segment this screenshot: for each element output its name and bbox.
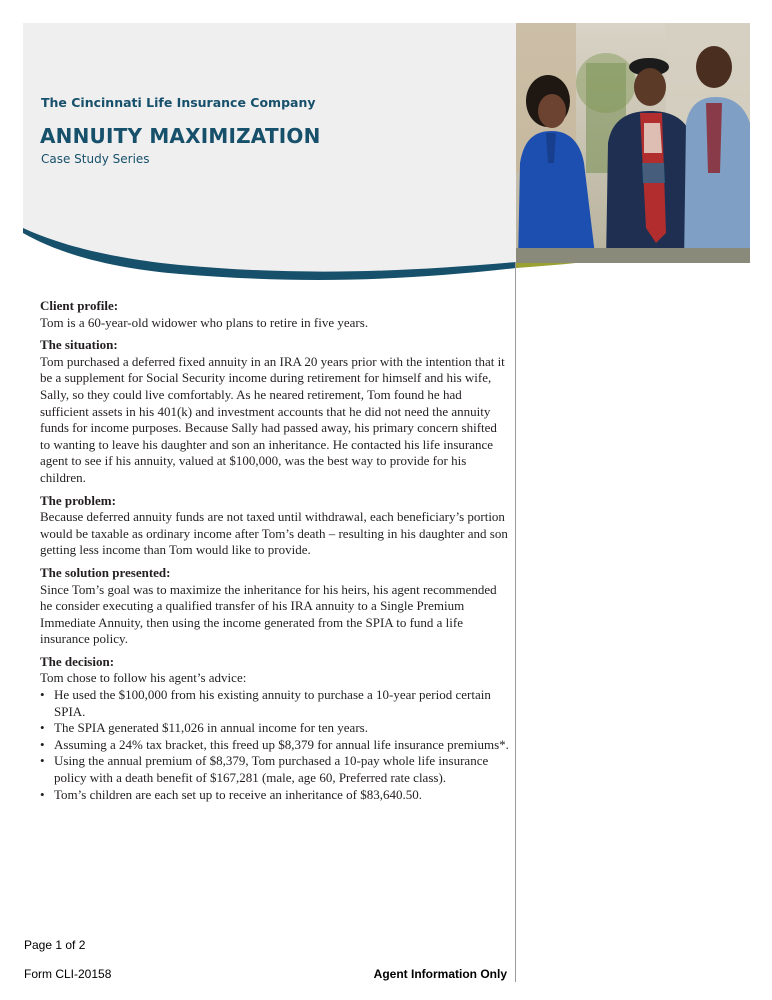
form-number: Form CLI-20158 <box>24 967 112 981</box>
bullet-text: Tom’s children are each set up to receive an inheritance of $83,640.50. <box>54 786 423 802</box>
case-study-body <box>40 298 510 809</box>
list-item <box>40 753 510 786</box>
solution-heading: The solution presented: <box>40 564 171 580</box>
decision-section <box>40 654 510 803</box>
bullet-icon: • <box>40 753 45 769</box>
situation-heading: The situation: <box>40 337 118 353</box>
client-profile-section <box>40 298 510 331</box>
decision-bullet-list <box>40 687 510 803</box>
agent-information-notice: Agent Information Only <box>373 967 507 981</box>
bullet-icon: • <box>40 687 45 703</box>
bullet-text: The SPIA generated $11,026 in annual income for ten years. <box>54 720 368 736</box>
decision-heading: The decision: <box>40 653 115 669</box>
client-profile-heading: Client profile: <box>40 298 119 313</box>
situation-section <box>40 337 510 486</box>
list-item <box>40 720 510 737</box>
people-photo-image <box>516 23 750 263</box>
document-title: ANNUITY MAXIMIZATION <box>40 124 321 148</box>
bullet-icon: • <box>40 736 45 752</box>
vertical-divider <box>515 262 516 982</box>
client-profile-text: Tom is a 60-year-old widower who plans to retire in five years. <box>40 314 369 330</box>
list-item <box>40 687 510 720</box>
decision-intro: Tom chose to follow his agent’s advice: <box>40 670 247 686</box>
problem-section <box>40 493 510 559</box>
problem-text: Because deferred annuity funds are not taxed until withdrawal, each beneficiary’s portion would be taxable as ordinary income after Tom’s death – resulting in his daughter and son getting less income than Tom would like to provide. <box>40 509 508 558</box>
page-number: Page 1 of 2 <box>24 938 86 952</box>
bullet-icon: • <box>40 720 45 736</box>
list-item <box>40 737 510 754</box>
bullet-icon: • <box>40 786 45 802</box>
document-subtitle: Case Study Series <box>41 152 150 166</box>
problem-heading: The problem: <box>40 492 116 508</box>
situation-text: Tom purchased a deferred fixed annuity in an IRA 20 years prior with the intention that it be a supplement for Social Security income during retirement for himself and his wife, Sally, so they could live comfortably. As he neared retirement, Tom found he had sufficient assets in his 401(k) and investment accounts that he did not need the annuity funds for income purposes. Because Sally had passed away, his primary concern shifted to wanting to leave his daughter and son an inheritance. He contacted his life insurance agent to see if his annuity, valued at $100,000, was the best way to provide for his children. <box>40 353 505 485</box>
solution-section <box>40 565 510 648</box>
company-name: The Cincinnati Life Insurance Company <box>41 95 316 110</box>
solution-text: Since Tom’s goal was to maximize the inheritance for his heirs, his agent recommended he consider executing a qualified transfer of his IRA annuity to a Single Premium Immediate Annuity, then using the income generated from the SPIA to fund a life insurance policy. <box>40 581 497 647</box>
bullet-text: Using the annual premium of $8,379, Tom purchased a 10-pay whole life insurance policy with a death benefit of $167,281 (male, age 60, Preferred rate class). <box>54 753 489 786</box>
list-item <box>40 787 510 804</box>
bullet-text: He used the $100,000 from his existing annuity to purchase a 10-year period certain SPIA. <box>54 687 491 719</box>
header-photo <box>516 23 750 263</box>
bullet-text: Assuming a 24% tax bracket, this freed up $8,379 for annual life insurance premiums*. <box>54 736 509 752</box>
